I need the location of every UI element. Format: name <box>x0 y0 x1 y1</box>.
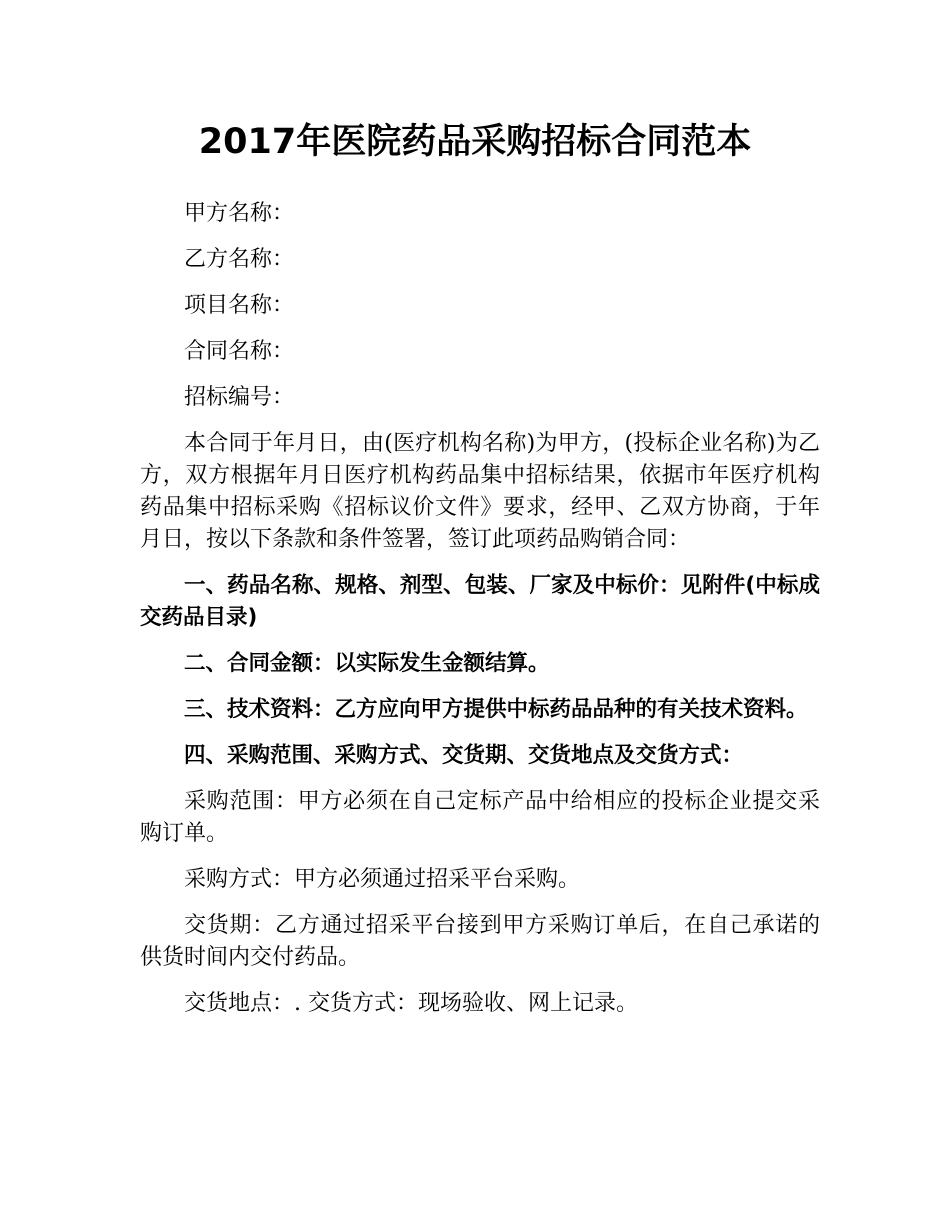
tender-number-field: 招标编号： <box>184 385 295 410</box>
procurement-scope-paragraph: 采购范围：甲方必须在自己定标产品中给相应的投标企业提交采购订单。 <box>140 789 820 846</box>
delivery-place-paragraph: 交货地点：. 交货方式：现场验收、网上记录。 <box>184 991 638 1016</box>
party-b-name-field: 乙方名称： <box>184 247 295 272</box>
intro-paragraph: 本合同于年月日，由(医疗机构名称)为甲方，(投标企业名称)为乙方，双方根据年月日医疗机构药品集中招标结果，依据市年医疗机构药品集中招标采购《招标议价文件》要求，经甲、乙双方协商，于年月日，按以下条款和条件签署，签订此项药品购销合同： <box>140 431 820 552</box>
project-name-field: 项目名称： <box>184 293 295 318</box>
clause-2-heading: 二、合同金额：以实际发生金额结算。 <box>184 651 550 676</box>
contract-name-field: 合同名称： <box>184 339 295 364</box>
document-body <box>140 198 820 1034</box>
party-a-name-field: 甲方名称： <box>184 201 295 226</box>
delivery-period-paragraph: 交货期：乙方通过招采平台接到甲方采购订单后，在自己承诺的供货时间内交付药品。 <box>140 913 820 970</box>
clause-3-heading: 三、技术资料：乙方应向甲方提供中标药品品种的有关技术资料。 <box>184 697 808 722</box>
clause-1-heading: 一、药品名称、规格、剂型、包装、厂家及中标价：见附件(中标成交药品目录) <box>140 573 820 630</box>
procurement-method-paragraph: 采购方式：甲方必须通过招采平台采购。 <box>184 867 581 892</box>
document-title: 2017年医院药品采购招标合同范本 <box>198 122 752 162</box>
clause-4-heading: 四、采购范围、采购方式、交货期、交货地点及交货方式： <box>184 743 744 768</box>
